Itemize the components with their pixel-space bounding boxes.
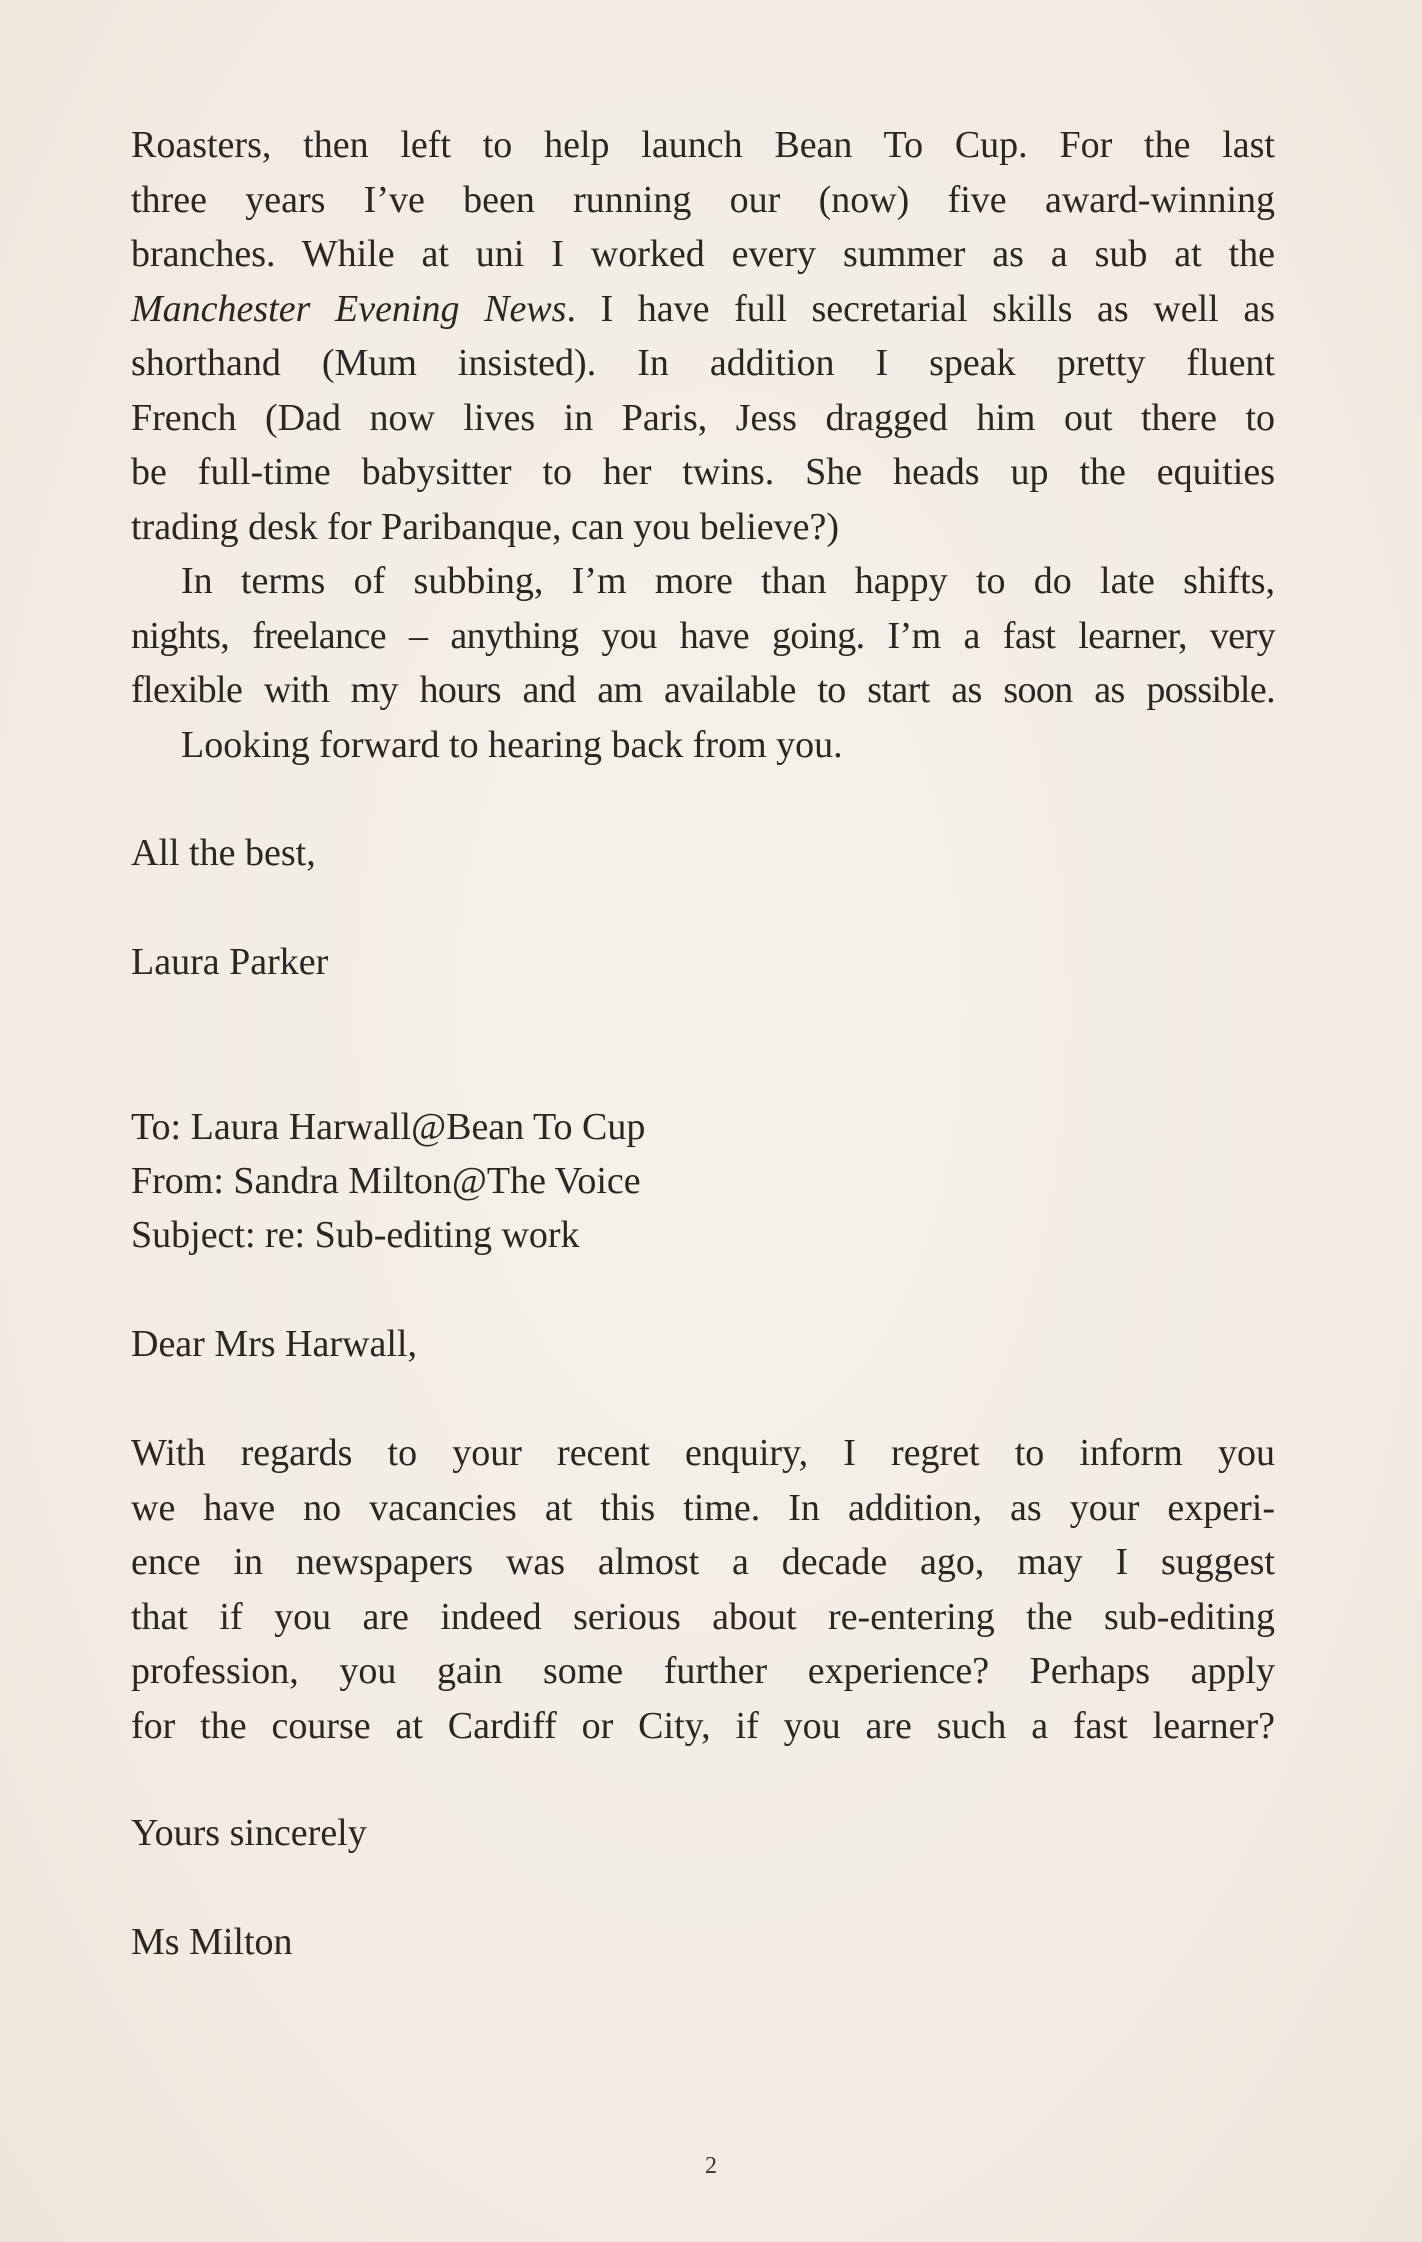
text-line: Roasters, then left to help launch Bean To Cup. For the last bbox=[131, 124, 1275, 166]
text-line: be full-time babysitter to her twins. She heads up the equities bbox=[131, 451, 1275, 493]
email-subject: Subject: re: Sub-editing work bbox=[131, 1214, 580, 1256]
text-line: we have no vacancies at this time. In addition, as your experi- bbox=[131, 1486, 1275, 1529]
text-line: that if you are indeed serious about re-entering the sub-editing bbox=[131, 1595, 1275, 1638]
text-line: shorthand (Mum insisted). In addition I speak pretty fluent bbox=[131, 342, 1275, 384]
reply-paragraph bbox=[131, 1426, 1275, 1753]
text-line: for the course at Cardiff or City, if you are such a fast learner? bbox=[131, 1704, 1275, 1747]
text-line: nights, freelance – anything you have going. I’m a fast learner, very bbox=[131, 614, 1275, 657]
text-line: flexible with my hours and am available to start as soon as possible. bbox=[131, 669, 1275, 711]
email-from: From: Sandra Milton@The Voice bbox=[131, 1160, 641, 1202]
text-line: trading desk for Paribanque, can you believe?) bbox=[131, 505, 840, 548]
text-line: three years I’ve been running our (now) five award-winning bbox=[131, 178, 1275, 221]
greeting: Dear Mrs Harwall, bbox=[131, 1323, 417, 1365]
page-number: 2 bbox=[705, 2153, 717, 2179]
text-line: In terms of subbing, I’m more than happy to do late shifts, bbox=[181, 560, 1275, 602]
text-line: With regards to your recent enquiry, I regret to inform you bbox=[131, 1432, 1275, 1474]
text-line: profession, you gain some further experience? Perhaps apply bbox=[131, 1650, 1275, 1692]
letter-paragraph-2 bbox=[131, 554, 1275, 718]
signature: Laura Parker bbox=[131, 941, 329, 983]
text-line: branches. While at uni I worked every summer as a sub at the bbox=[131, 233, 1275, 275]
reply-signoff: Yours sincerely bbox=[131, 1812, 367, 1854]
text-line-with-italic bbox=[131, 282, 1275, 337]
closing-sentence: Looking forward to hearing back from you. bbox=[181, 724, 843, 766]
letter-paragraph-1 bbox=[131, 118, 1275, 554]
signoff: All the best, bbox=[131, 832, 316, 874]
reply-signature: Ms Milton bbox=[131, 1921, 293, 1963]
text-line: ence in newspapers was almost a decade ago, may I suggest bbox=[131, 1541, 1275, 1583]
newspaper-title: Manchester Evening News bbox=[131, 287, 567, 330]
email-to: To: Laura Harwall@Bean To Cup bbox=[131, 1106, 646, 1148]
text-line: French (Dad now lives in Paris, Jess dragged him out there to bbox=[131, 396, 1275, 439]
text-fragment: . I have full secretarial skills as well as bbox=[566, 287, 1275, 330]
